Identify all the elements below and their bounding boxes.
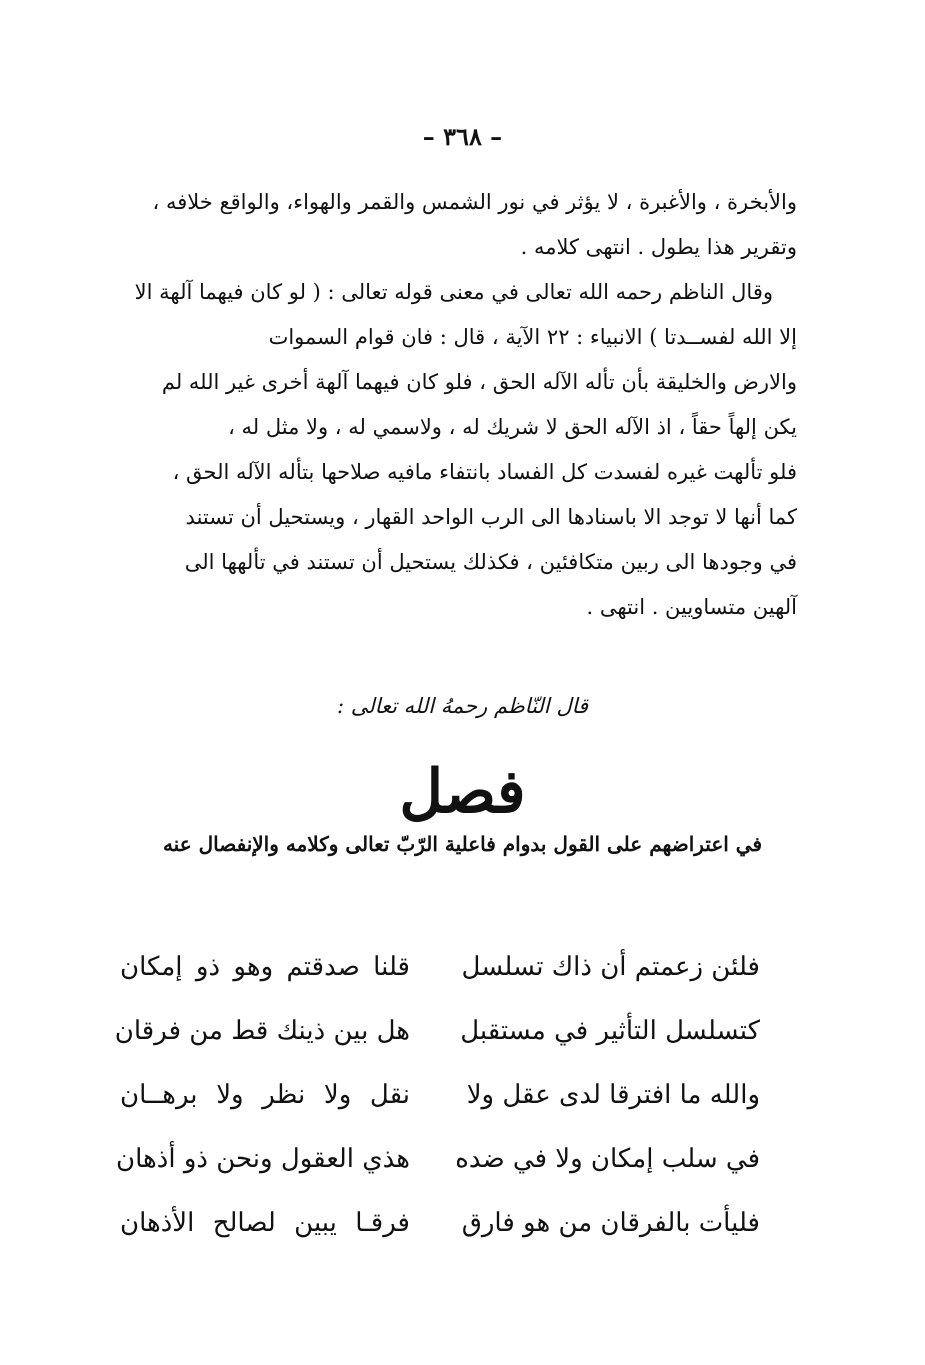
prose-line: كما أنها لا توجد الا باسنادها الى الرب الواحد القهار ، ويستحيل أن تستند xyxy=(185,505,797,529)
poem xyxy=(114,935,760,1255)
poem-verse xyxy=(114,999,760,1063)
prose-line: والأبخرة ، والأغبرة ، لا يؤثر في نور الشمس والقمر والهواء، والواقع خلافه ، xyxy=(152,190,797,214)
verse-second-hemistich: هذي العقول ونحن ذو أذهان xyxy=(116,1144,410,1174)
prose-line: والارض والخليقة بأن تأله الآله الحق ، فلو كان فيهما آلهة أخرى غير الله لم xyxy=(161,370,797,394)
prose-continuation xyxy=(125,180,797,270)
verse-first-hemistich: فلئن زعمتم أن ذاك تسلسل xyxy=(461,952,760,982)
verse-second-hemistich: نقل ولا نظر ولا برهــان xyxy=(120,1080,410,1110)
verse-second-hemistich: فرقـا يبين لصالح الأذهان xyxy=(120,1208,410,1238)
verse-first-hemistich: كتسلسل التأثير في مستقبل xyxy=(460,1016,760,1046)
section-subtitle: في اعتراضهم على القول بدوام فاعلية الرّبّ تعالى وكلامه والإنفصال عنه xyxy=(162,832,763,856)
author-intro: قال النّاظم رحمهُ الله تعالى : xyxy=(336,694,589,718)
prose-line: وتقرير هذا يطول . انتهى كلامه . xyxy=(520,235,797,259)
prose-line: إلا الله لفســدتا ) الانبياء : ٢٢ الآية ، قال : فان قوام السموات xyxy=(268,325,797,349)
verse-second-hemistich: هل بين ذينك قط من فرقان xyxy=(114,1016,410,1046)
poem-verse xyxy=(120,1191,760,1255)
prose-line: في وجودها الى ربين متكافئين ، فكذلك يستحيل أن تستند في تألهها الى xyxy=(184,550,797,574)
poem-verse xyxy=(120,935,760,999)
prose-line: آلهين متساويين . انتهى . xyxy=(586,595,797,619)
verse-first-hemistich: والله ما افترقا لدى عقل ولا xyxy=(466,1080,760,1110)
prose-line: وقال الناظم رحمه الله تعالى في معنى قوله تعالى : ( لو كان فيهما آلهة الا xyxy=(134,280,773,304)
prose-line: يكن إلهاً حقاً ، اذ الآله الحق لا شريك له ، ولاسمي له ، ولا مثل له ، xyxy=(228,415,797,439)
poem-verse xyxy=(120,1063,760,1127)
poem-verse xyxy=(116,1127,760,1191)
verse-second-hemistich: قلنا صدقتم وهو ذو إمكان xyxy=(120,952,410,982)
verse-first-hemistich: في سلب إمكان ولا في ضده xyxy=(455,1144,760,1174)
section-title: فصل xyxy=(399,757,526,827)
verse-first-hemistich: فليأت بالفرقان من هو فارق xyxy=(461,1208,760,1238)
prose-line: فلو تألهت غيره لفسدت كل الفساد بانتفاء مافيه صلاحها بتأله الآله الحق ، xyxy=(172,460,797,484)
page-number: – ٣٦٨ – xyxy=(422,122,503,151)
prose-paragraph xyxy=(125,270,797,630)
